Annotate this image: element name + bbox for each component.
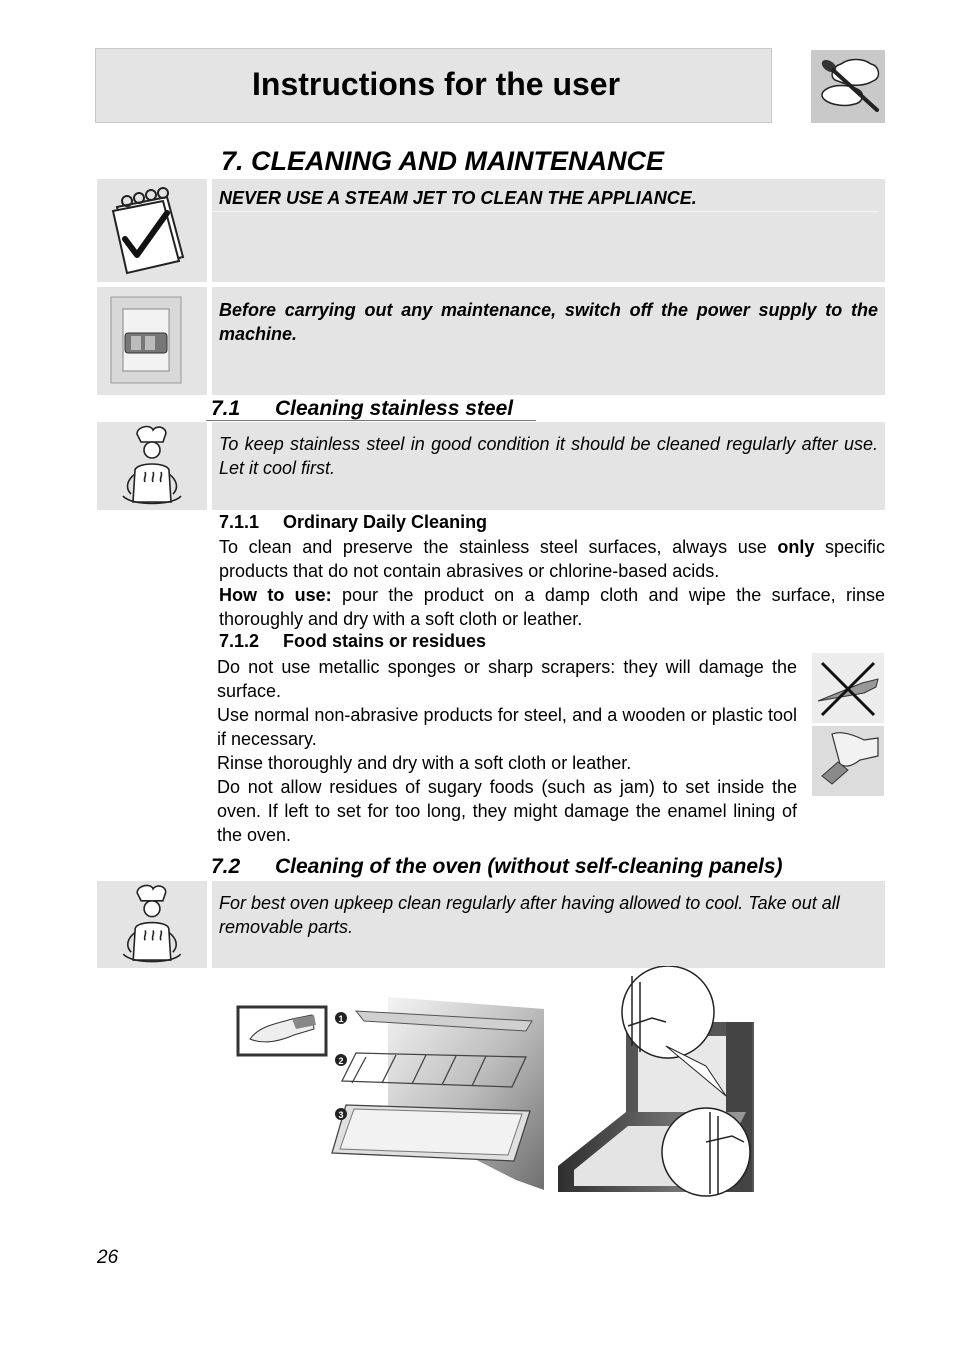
notice-icon-cell — [97, 422, 207, 510]
subsection-7-1-2-heading — [219, 631, 486, 652]
section-7-2-note-text: For best oven upkeep clean regularly after having allowed to cool. Take out all removable parts. — [219, 893, 840, 937]
notice-icon-cell — [97, 287, 207, 395]
electrical-switch-icon — [97, 287, 207, 395]
callout-1: 1 — [338, 1014, 344, 1024]
section-title: Cleaning of the oven (without self-cleaning panels) — [275, 855, 783, 878]
paragraph: Do not allow residues of sugary foods (such as jam) to set inside the oven. If left to set for too long, they might damage the enamel lining of the oven. — [217, 777, 797, 845]
subsection-7-1-1-heading — [219, 512, 487, 533]
sponge-image — [812, 726, 884, 796]
section-7-2-note — [212, 881, 885, 968]
checklist-icon — [97, 179, 207, 282]
section-number: 7.2 — [211, 855, 241, 878]
notice-steam — [212, 179, 885, 282]
notice-power — [212, 287, 885, 395]
spoon-chef-hat-icon — [811, 50, 885, 123]
section-7-1-note — [212, 422, 885, 510]
divider — [212, 211, 879, 212]
text: specific products that do not contain abrasives or chlorine-based acids. — [219, 537, 885, 581]
section-7-1-heading — [211, 397, 513, 421]
subsection-title: Ordinary Daily Cleaning — [283, 512, 488, 532]
page-header-title: Instructions for the user — [252, 66, 621, 102]
emphasis: How to use: — [219, 585, 332, 605]
text: To clean and preserve the stainless steel surfaces, always use — [219, 537, 778, 557]
notice-power-text: Before carrying out any maintenance, switch off the power supply to the machine. — [219, 300, 878, 344]
chapter-title: 7. CLEANING AND MAINTENANCE — [221, 146, 665, 176]
paragraph — [219, 583, 885, 631]
paragraph: Rinse thoroughly and dry with a soft cloth or leather. — [217, 753, 632, 773]
subsection-7-1-2-body — [217, 655, 797, 847]
hand-sponge-icon — [812, 726, 884, 796]
paragraph: Use normal non-abrasive products for steel, and a wooden or plastic tool if necessary. — [217, 705, 797, 749]
subsection-number: 7.1.1 — [219, 512, 260, 532]
oven-removable-parts-illustration — [236, 995, 546, 1190]
oven-door-drawing — [556, 966, 756, 1198]
chef-icon — [97, 422, 207, 510]
emphasis: only — [777, 537, 815, 557]
section-number: 7.1 — [211, 397, 241, 420]
subsection-title: Food stains or residues — [283, 631, 487, 651]
crossed-scraper-icon — [812, 653, 884, 723]
paragraph: Do not use metallic sponges or sharp scrapers: they will damage the surface. — [217, 657, 797, 701]
notice-icon-cell — [97, 179, 207, 282]
no-scraper-image — [812, 653, 884, 723]
text: pour the product on a damp cloth and wipe the surface, rinse thoroughly and dry with a soft cloth or leather. — [219, 585, 885, 629]
oven-door-illustration — [556, 966, 756, 1198]
subsection-number: 7.1.2 — [219, 631, 260, 651]
oven-parts-drawing — [236, 995, 546, 1190]
section-title: Cleaning stainless steel — [275, 397, 514, 420]
chef-icon — [97, 881, 207, 968]
heading-underline — [206, 420, 536, 421]
notice-icon-cell — [97, 881, 207, 968]
section-7-1-note-text: To keep stainless steel in good condition it should be cleaned regularly after use. Let it cool first. — [219, 434, 878, 478]
logo — [811, 50, 885, 123]
callout-2: 2 — [338, 1056, 344, 1066]
section-7-2-heading — [211, 855, 783, 879]
notice-steam-text: NEVER USE A STEAM JET TO CLEAN THE APPLIANCE. — [219, 188, 697, 208]
page-number: 26 — [97, 1247, 119, 1268]
paragraph — [219, 535, 885, 583]
callout-3: 3 — [338, 1110, 344, 1120]
